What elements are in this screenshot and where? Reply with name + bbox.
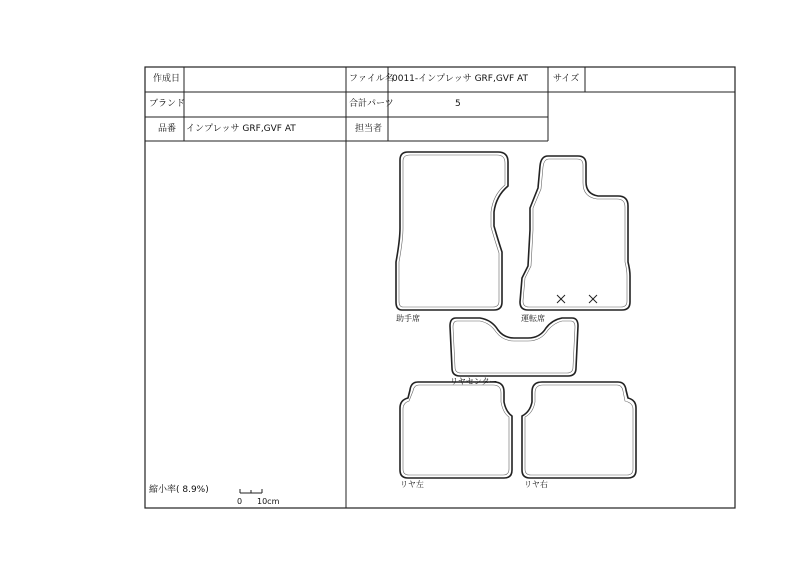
file-name-label: ファイル名 — [349, 74, 394, 84]
total-parts-value: 5 — [455, 99, 461, 109]
file-name-value: 0011-インプレッサ GRF,GVF AT — [392, 74, 528, 84]
driver-seat-label: 運転席 — [521, 314, 545, 323]
rear-right-mat — [522, 382, 636, 478]
total-parts-label: 合計パーツ — [349, 99, 394, 109]
rear-center-mat — [450, 318, 578, 376]
scale-bar-end: 10cm — [257, 497, 280, 506]
scale-bar-start: 0 — [237, 497, 243, 506]
product-value: インプレッサ GRF,GVF AT — [186, 124, 296, 134]
scale-label: 縮小率( 8.9%) — [149, 485, 209, 495]
passenger-seat-mat — [396, 152, 508, 310]
rear-left-label: リヤ左 — [400, 480, 424, 489]
rear-left-mat — [400, 382, 512, 478]
product-label: 品番 — [158, 124, 177, 134]
brand-label: ブランド — [149, 99, 186, 109]
created-date-label: 作成日 — [153, 74, 181, 84]
passenger-seat-label: 助手席 — [396, 314, 420, 323]
driver-seat-mat — [520, 156, 630, 310]
size-label: サイズ — [553, 74, 580, 84]
rear-center-label: リヤセンター — [450, 377, 498, 386]
rear-right-label: リヤ右 — [524, 480, 548, 489]
person-label: 担当者 — [355, 124, 383, 134]
